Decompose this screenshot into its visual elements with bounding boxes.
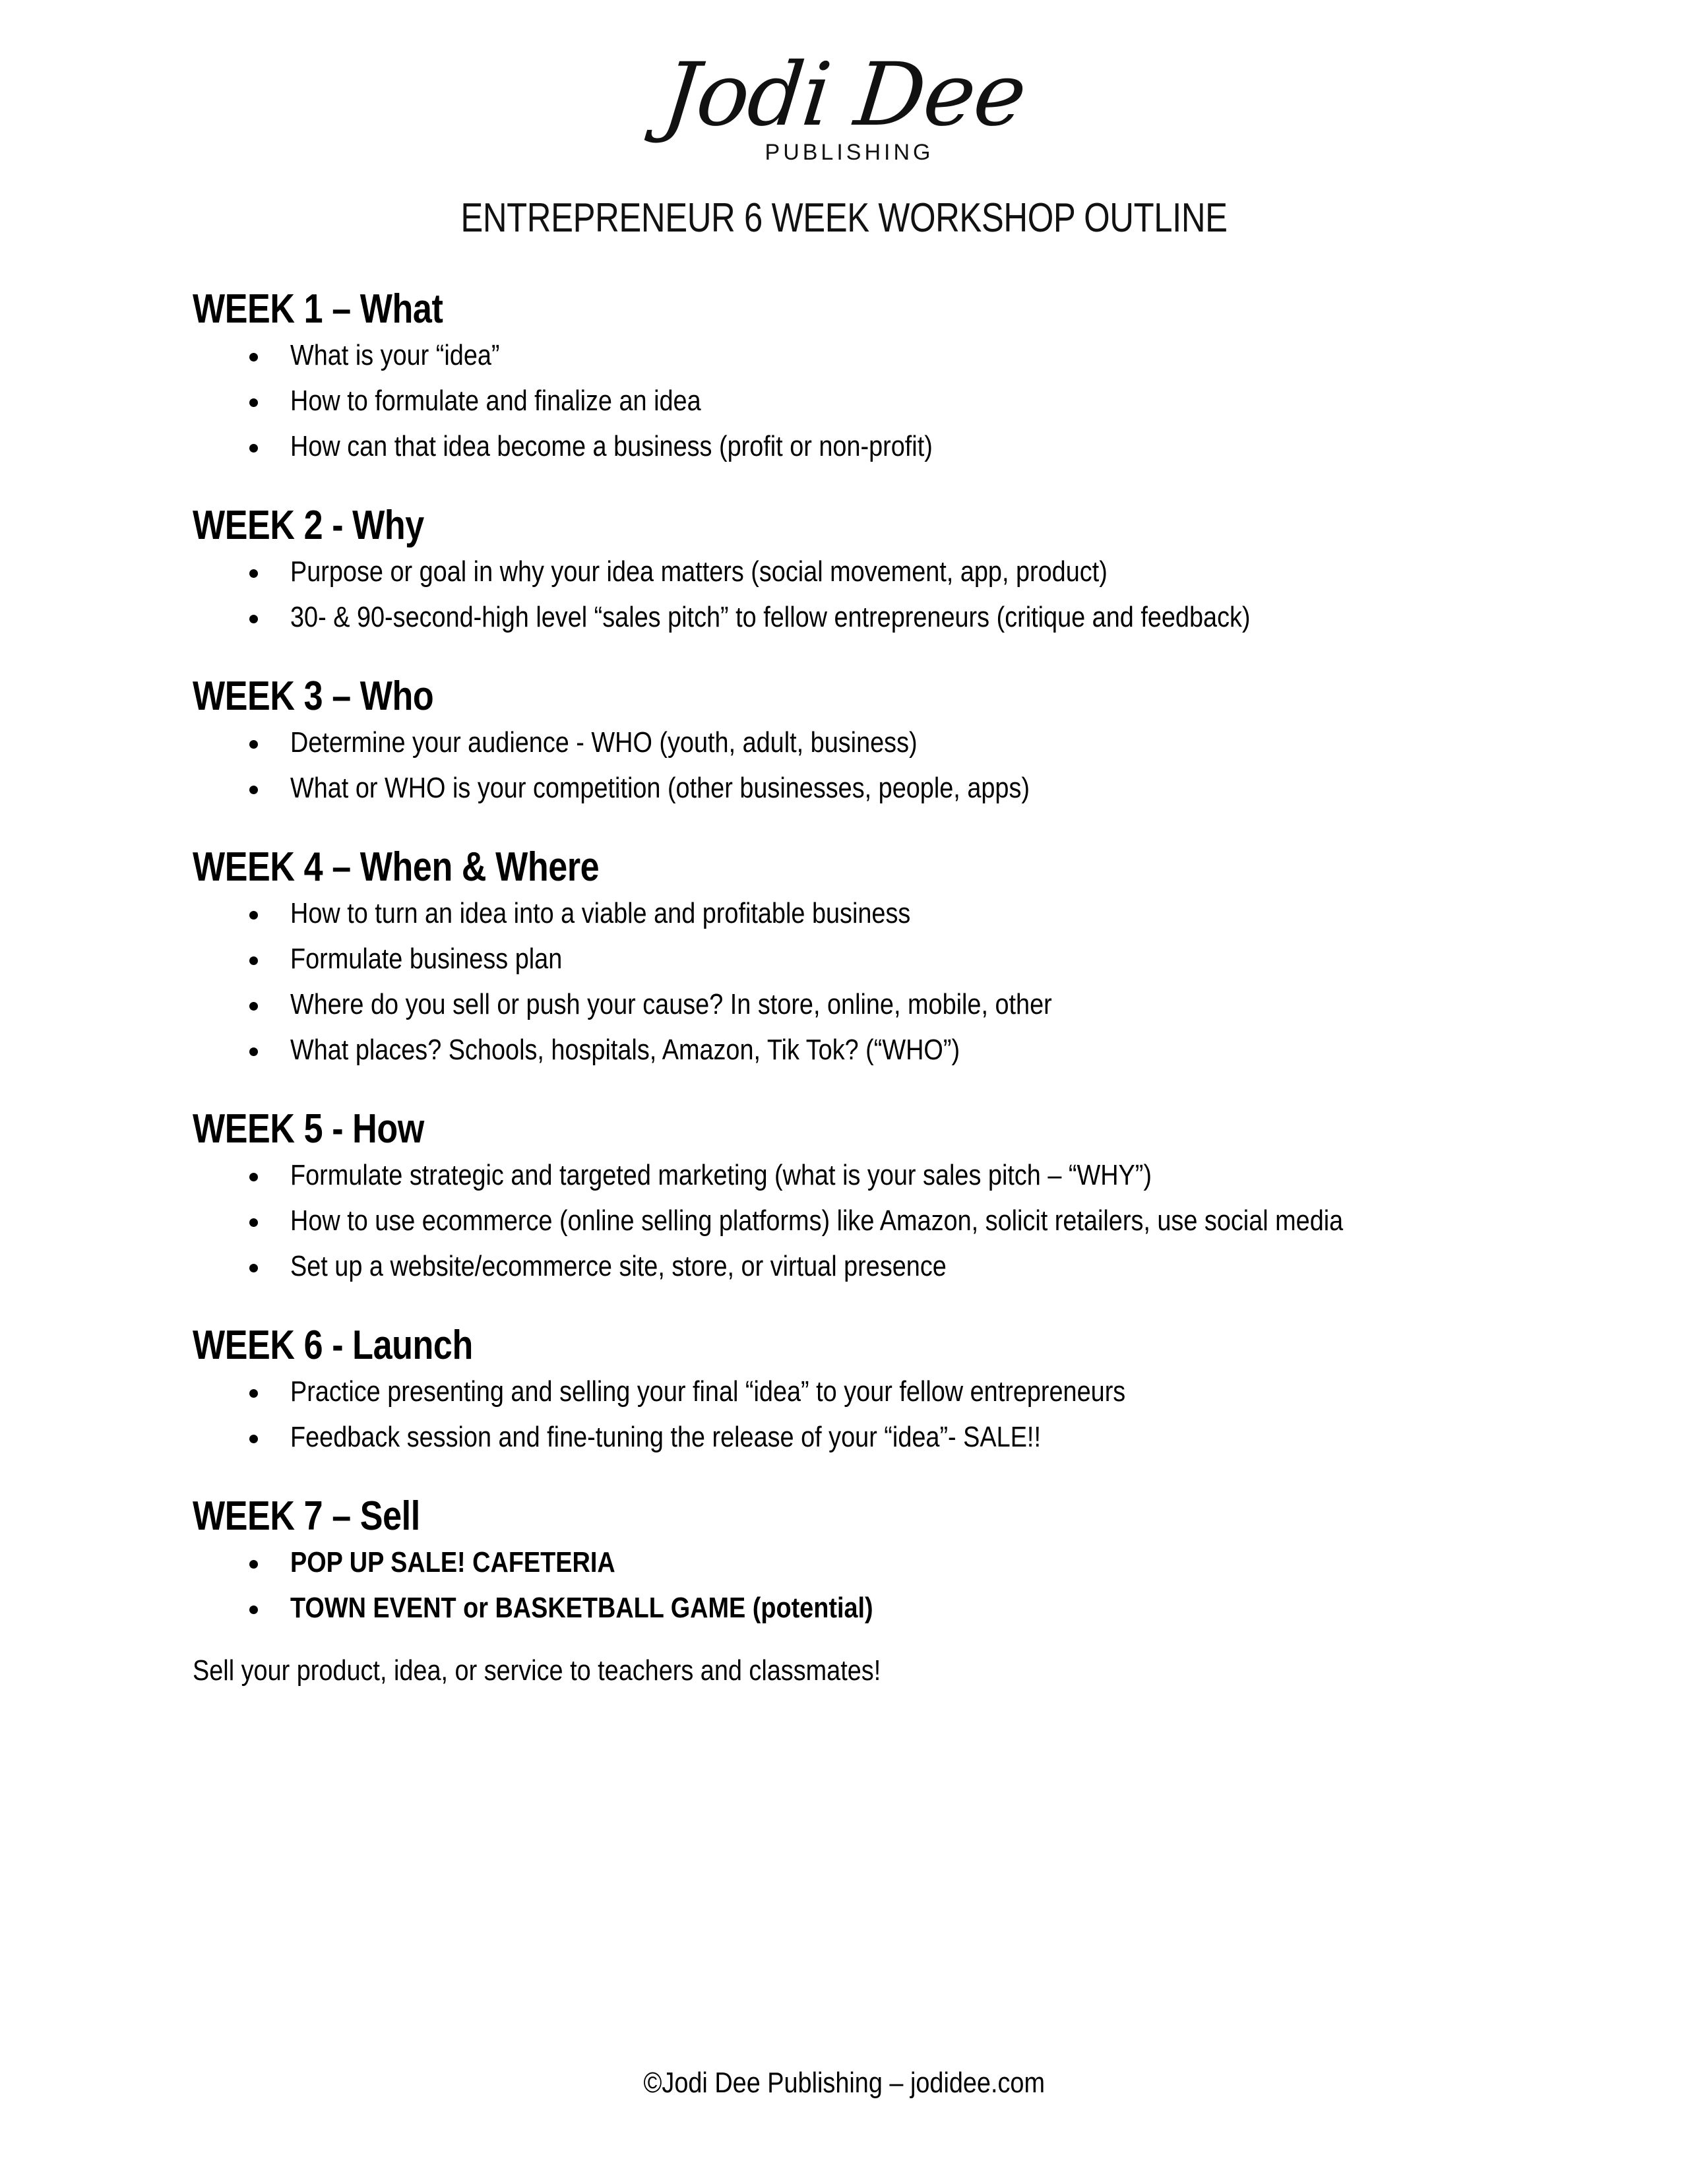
week-bullet-list: [193, 726, 1556, 805]
week-bullet-list: [193, 338, 1556, 463]
week-bullet-list: [193, 896, 1556, 1067]
list-item-text: How to use ecommerce (online selling platforms) like Amazon, solicit retailers, use social media: [290, 1204, 1344, 1237]
week-bullet-list: [193, 1158, 1556, 1283]
list-item-text: 30- & 90-second-high level “sales pitch” to fellow entrepreneurs (critique and feedback): [290, 601, 1251, 634]
list-item: [193, 1249, 1556, 1283]
week-section: [193, 1108, 1556, 1283]
list-item: [193, 1375, 1556, 1408]
list-item-text: Set up a website/ecommerce site, store, or virtual presence: [290, 1250, 947, 1283]
list-item: [193, 338, 1556, 372]
list-item: [193, 1033, 1556, 1067]
week-heading: WEEK 1 – What: [193, 286, 443, 332]
list-item: [193, 1591, 1556, 1625]
list-item: [193, 896, 1556, 930]
week-bullet-list: [193, 1545, 1556, 1625]
list-item: [193, 1420, 1556, 1454]
logo-script-wordmark: Jodi Dee: [658, 44, 1030, 146]
weeks-list: [193, 288, 1556, 1625]
week-section: [193, 504, 1556, 634]
list-item: [193, 600, 1556, 634]
logo-publishing-label: PUBLISHING: [765, 140, 934, 165]
list-item-text: Formulate strategic and targeted marketing (what is your sales pitch – “WHY”): [290, 1159, 1152, 1192]
list-item-text: Feedback session and fine-tuning the release of your “idea”- SALE!!: [290, 1421, 1041, 1454]
list-item-text: What or WHO is your competition (other businesses, people, apps): [290, 772, 1030, 805]
list-item-text: TOWN EVENT or BASKETBALL GAME (potential): [290, 1592, 873, 1625]
document-footer: [0, 2067, 1688, 2100]
list-item: [193, 429, 1556, 463]
week-bullet-list: [193, 555, 1556, 634]
list-item: [193, 942, 1556, 976]
list-item-text: How can that idea become a business (profit or non-profit): [290, 430, 933, 463]
week-section: [193, 288, 1556, 463]
list-item-text: POP UP SALE! CAFETERIA: [290, 1546, 615, 1579]
week-section: [193, 846, 1556, 1067]
list-item: [193, 987, 1556, 1021]
week-heading: WEEK 4 – When & Where: [193, 844, 600, 890]
list-item: [193, 1204, 1556, 1237]
jodi-dee-publishing-logo: [658, 44, 1030, 166]
closing-statement: [193, 1654, 1556, 1689]
footer-copyright-text: ©Jodi Dee Publishing – jodidee.com: [643, 2067, 1045, 2099]
week-section: [193, 1324, 1556, 1454]
list-item-text: How to formulate and finalize an idea: [290, 384, 701, 417]
list-item: [193, 726, 1556, 759]
list-item: [193, 384, 1556, 418]
list-item: [193, 555, 1556, 588]
list-item-text: Formulate business plan: [290, 943, 563, 976]
list-item: [193, 1158, 1556, 1192]
week-heading: WEEK 2 - Why: [193, 503, 424, 549]
week-bullet-list: [193, 1375, 1556, 1454]
week-heading: WEEK 7 – Sell: [193, 1493, 420, 1540]
list-item-text: How to turn an idea into a viable and profitable business: [290, 897, 911, 930]
week-heading: WEEK 3 – Who: [193, 673, 434, 720]
list-item: [193, 771, 1556, 805]
week-heading: WEEK 6 - Launch: [193, 1323, 473, 1369]
list-item: [193, 1545, 1556, 1579]
list-item-text: Purpose or goal in why your idea matters (social movement, app, product): [290, 555, 1108, 588]
week-heading: WEEK 5 - How: [193, 1106, 424, 1152]
outline-content: [0, 288, 1688, 1689]
list-item-text: What is your “idea”: [290, 338, 500, 371]
closing-statement-text: Sell your product, idea, or service to teachers and classmates!: [193, 1654, 881, 1687]
list-item-text: Practice presenting and selling your final “idea” to your fellow entrepreneurs: [290, 1375, 1126, 1408]
list-item-text: What places? Schools, hospitals, Amazon, Tik Tok? (“WHO”): [290, 1034, 960, 1067]
document-header: [0, 0, 1688, 241]
week-section: [193, 675, 1556, 805]
list-item-text: Determine your audience - WHO (youth, adult, business): [290, 726, 918, 759]
list-item-text: Where do you sell or push your cause? In store, online, mobile, other: [290, 988, 1052, 1021]
page-title: ENTREPRENEUR 6 WEEK WORKSHOP OUTLINE: [460, 195, 1228, 241]
week-section: [193, 1495, 1556, 1625]
